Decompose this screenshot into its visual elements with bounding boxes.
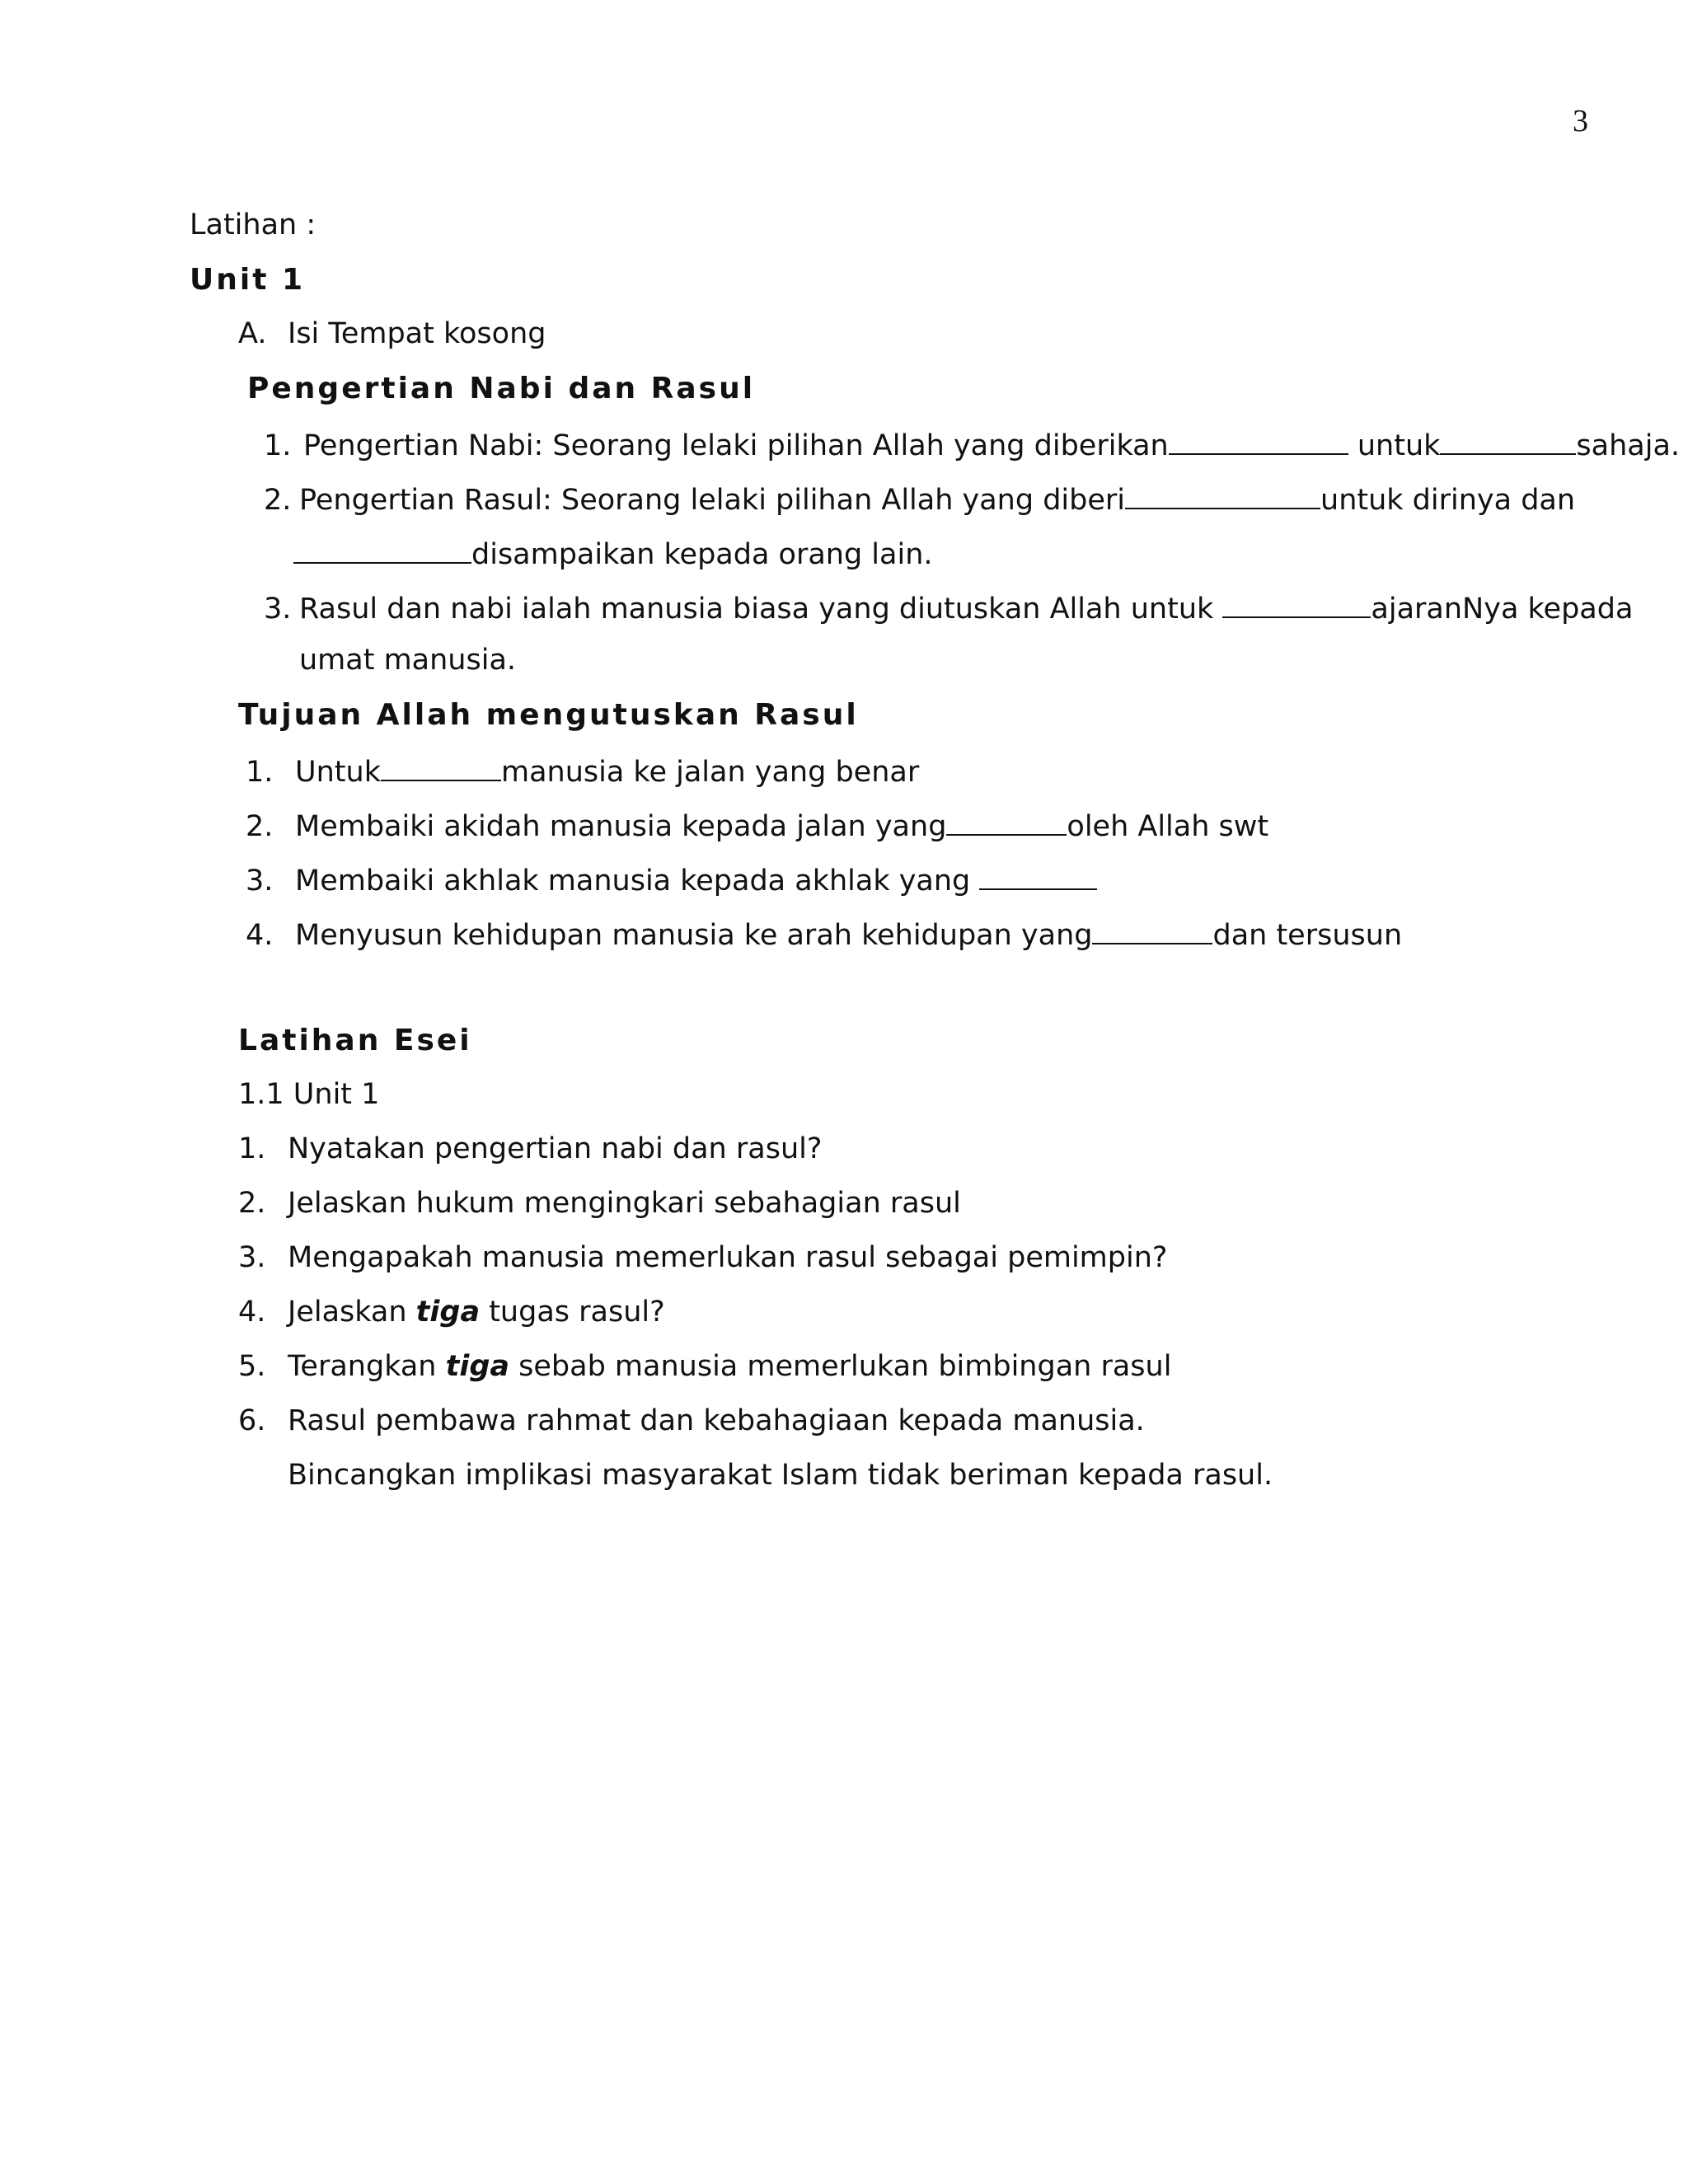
esei-item-5 <box>238 1352 1171 1381</box>
item-number: 1. <box>246 756 274 789</box>
blank-field[interactable] <box>1125 483 1320 509</box>
tujuan-item-1 <box>246 755 919 787</box>
item-text: Terangkan <box>288 1350 446 1383</box>
item-text: untuk <box>1348 429 1441 462</box>
item-text: untuk dirinya dan <box>1320 484 1576 517</box>
item-text: oleh Allah swt <box>1067 810 1269 843</box>
blank-field[interactable] <box>1092 918 1212 944</box>
blank-field[interactable] <box>946 809 1067 836</box>
tujuan-item-3 <box>246 864 1097 896</box>
item-number: 4. <box>246 919 274 952</box>
pengertian-item-3 <box>264 592 1633 624</box>
item-text: manusia ke jalan yang benar <box>500 756 920 789</box>
item-text: dan tersusun <box>1212 919 1403 952</box>
esei-heading: Latihan Esei <box>238 1024 472 1057</box>
item-text: Jelaskan hukum mengingkari sebahagian rasul <box>288 1187 961 1220</box>
item-text: sahaja. <box>1576 429 1681 462</box>
esei-item-6 <box>238 1404 1145 1437</box>
esei-item-6-cont: Bincangkan implikasi masyarakat Islam tidak beriman kepada rasul. <box>288 1459 1273 1492</box>
item-text: sebab manusia memerlukan bimbingan rasul <box>509 1350 1172 1383</box>
item-number: 5. <box>238 1350 266 1383</box>
item-number: 1. <box>264 429 292 462</box>
unit-heading: Unit 1 <box>190 263 305 297</box>
item-text: tugas rasul? <box>480 1296 665 1329</box>
item-number: 3. <box>246 865 274 898</box>
item-text: Untuk <box>295 756 381 789</box>
item-number: 4. <box>238 1296 266 1329</box>
item-text: Menyusun kehidupan manusia ke arah kehidupan yang <box>295 919 1093 952</box>
esei-item-4 <box>238 1298 665 1327</box>
tujuan-item-2 <box>246 809 1268 841</box>
item-text: Mengapakah manusia memerlukan rasul sebagai pemimpin? <box>288 1241 1168 1274</box>
item-number: 3. <box>264 593 292 626</box>
item-text: Membaiki akidah manusia kepada jalan yang <box>295 810 947 843</box>
esei-item-1 <box>238 1132 823 1165</box>
esei-item-2 <box>238 1189 961 1218</box>
blank-field[interactable] <box>1440 429 1576 455</box>
blank-field[interactable] <box>1222 592 1371 618</box>
item-number: 3. <box>238 1241 266 1274</box>
item-number: 2. <box>238 1187 266 1220</box>
blank-field[interactable] <box>1169 429 1348 455</box>
section-a-marker: A. <box>238 317 267 350</box>
pengertian-heading: Pengertian Nabi dan Rasul <box>247 372 756 405</box>
tujuan-heading: Tujuan Allah mengutuskan Rasul <box>238 698 859 732</box>
item-text: Pengertian Nabi: Seorang lelaki pilihan Allah yang diberikan <box>303 429 1169 462</box>
item-text: Rasul pembawa rahmat dan kebahagiaan kepada manusia. <box>288 1404 1145 1437</box>
item-number: 1. <box>238 1132 266 1165</box>
blank-field[interactable] <box>979 864 1097 890</box>
item-text: Jelaskan <box>288 1296 416 1329</box>
page-title: Latihan : <box>190 209 316 241</box>
esei-subheading: 1.1 Unit 1 <box>238 1078 380 1111</box>
esei-item-3 <box>238 1241 1168 1274</box>
pengertian-item-2-cont <box>293 537 933 569</box>
emphasis-text: tiga <box>415 1296 481 1329</box>
section-a-label: Isi Tempat kosong <box>288 317 546 350</box>
blank-field[interactable] <box>293 537 471 564</box>
tujuan-item-4 <box>246 918 1402 950</box>
item-number: 2. <box>246 810 274 843</box>
item-number: 2. <box>264 484 292 517</box>
item-text: Pengertian Rasul: Seorang lelaki pilihan Allah yang diberi <box>299 484 1126 517</box>
item-text: Membaiki akhlak manusia kepada akhlak yang <box>295 865 980 898</box>
item-text: Nyatakan pengertian nabi dan rasul? <box>288 1132 823 1165</box>
pengertian-item-3-cont: umat manusia. <box>299 644 517 677</box>
item-number: 6. <box>238 1404 266 1437</box>
item-text: Rasul dan nabi ialah manusia biasa yang diutuskan Allah untuk <box>299 593 1223 626</box>
item-text: ajaranNya kepada <box>1371 593 1634 626</box>
blank-field[interactable] <box>381 755 501 781</box>
emphasis-text: tiga <box>445 1350 510 1383</box>
item-text: disampaikan kepada orang lain. <box>471 538 933 571</box>
pengertian-item-2 <box>264 483 1575 515</box>
page-number: 3 <box>1573 104 1588 138</box>
section-a-line <box>238 317 546 350</box>
pengertian-item-1 <box>264 429 1680 461</box>
